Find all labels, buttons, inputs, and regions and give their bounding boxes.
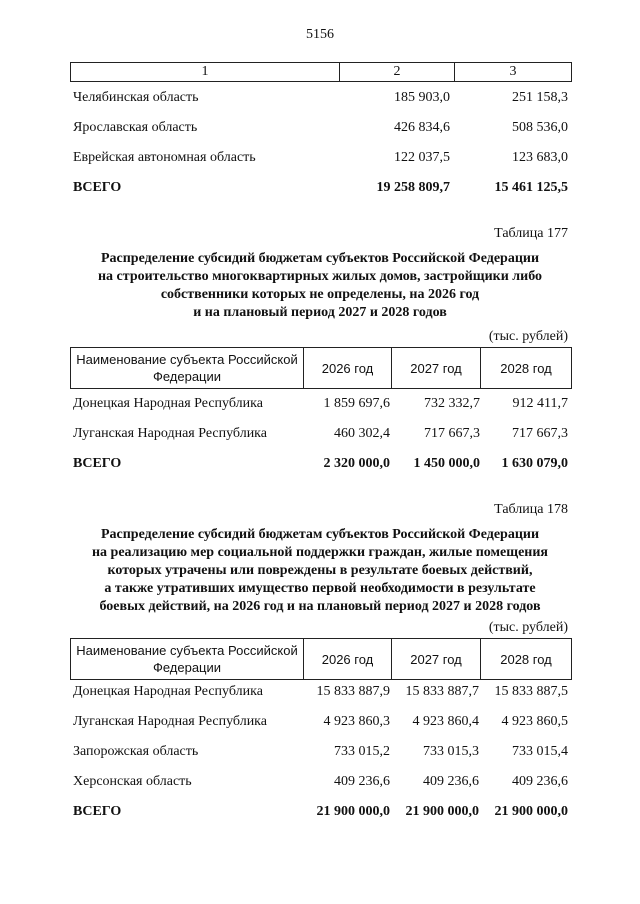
table-row [0,88,640,108]
value-2026: 460 302,4 [334,426,390,441]
title-line: боевых действий, на 2026 год и на плановый период 2027 и 2028 годов [99,599,541,614]
region-name: Луганская Народная Республика [73,714,267,729]
title-line: Распределение субсидий бюджетам субъектов Российской Федерации [100,527,540,542]
title-line: которых утрачены или повреждены в результате боевых действий, [107,563,533,578]
total-col-2: 19 258 809,7 [376,180,450,195]
value-2027: 4 923 860,4 [412,714,479,729]
header-subject-name: Наименование субъекта Российской Федерации [76,643,298,675]
value-2026: 1 859 697,6 [323,396,390,411]
total-2026: 2 320 000,0 [323,456,390,471]
header-subject-name: Наименование субъекта Российской Федерации [76,352,298,384]
total-label: ВСЕГО [73,804,122,819]
table-row [0,394,640,414]
units-label: (тыс. рублей) [488,329,568,344]
region-name: Донецкая Народная Республика [73,396,263,411]
table-177-label: Таблица 177 [494,226,568,241]
title-line: на строительство многоквартирных жилых домов, застройщики либо [97,269,543,284]
value-2027: 409 236,6 [423,774,479,789]
column-number-2: 2 [393,64,401,79]
value-2027: 732 332,7 [424,396,480,411]
table-row [0,772,640,792]
table-row [0,682,640,702]
title-line: Распределение субсидий бюджетам субъектов Российской Федерации [100,251,540,266]
header-2028: 2028 год [500,651,552,667]
value-2028: 717 667,3 [512,426,568,441]
value-2026: 15 833 887,9 [316,684,390,699]
value-2026: 733 015,2 [334,744,390,759]
value-col-2: 185 903,0 [394,90,450,105]
table-row [0,424,640,444]
table-178-title [50,526,590,616]
column-number-3: 3 [509,64,517,79]
region-name: Донецкая Народная Республика [73,684,263,699]
title-line: собственники которых не определены, на 2026 год [160,287,480,302]
units-label: (тыс. рублей) [488,620,568,635]
table-row [0,742,640,762]
header-2027: 2027 год [410,651,462,667]
total-2026: 21 900 000,0 [316,804,390,819]
value-2027: 733 015,3 [423,744,479,759]
total-label: ВСЕГО [73,456,122,471]
value-2027: 717 667,3 [424,426,480,441]
header-2026: 2026 год [321,360,374,376]
title-line: на реализацию мер социальной поддержки граждан, жилые помещения [91,545,549,560]
region-name: Херсонская область [73,774,192,789]
continuation-table-header [70,62,572,82]
page-number: 5156 [306,27,334,42]
title-line: а также утративших имущество первой необходимости в результате [104,581,536,596]
value-2028: 15 833 887,5 [494,684,568,699]
total-col-3: 15 461 125,5 [494,180,568,195]
total-row [0,802,640,822]
header-2027: 2027 год [410,360,462,376]
table-177-title [50,250,590,322]
region-name: Запорожская область [73,744,199,759]
value-col-3: 508 536,0 [512,120,568,135]
value-2026: 4 923 860,3 [323,714,390,729]
region-name: Челябинская область [73,90,199,105]
value-2028: 912 411,7 [512,396,568,411]
value-2028: 409 236,6 [512,774,568,789]
total-row [0,454,640,474]
region-name: Еврейская автономная область [73,150,256,165]
total-row [0,178,640,198]
value-2028: 733 015,4 [512,744,568,759]
value-2027: 15 833 887,7 [405,684,479,699]
total-2028: 21 900 000,0 [494,804,568,819]
header-2026: 2026 год [321,651,374,667]
value-col-3: 123 683,0 [512,150,568,165]
total-2028: 1 630 079,0 [501,456,568,471]
table-177-header [70,347,572,389]
region-name: Ярославская область [73,120,198,135]
table-row [0,148,640,168]
table-row [0,118,640,138]
value-col-2: 426 834,6 [394,120,450,135]
value-2028: 4 923 860,5 [501,714,568,729]
total-2027: 1 450 000,0 [413,456,480,471]
total-2027: 21 900 000,0 [405,804,479,819]
value-2026: 409 236,6 [334,774,390,789]
value-col-3: 251 158,3 [512,90,568,105]
table-178-header [70,638,572,680]
region-name: Луганская Народная Республика [73,426,267,441]
title-line: и на плановый период 2027 и 2028 годов [193,305,447,320]
table-178-label: Таблица 178 [494,502,568,517]
header-2028: 2028 год [500,360,552,376]
table-row [0,712,640,732]
value-col-2: 122 037,5 [394,150,450,165]
column-number-1: 1 [201,64,209,79]
total-label: ВСЕГО [73,180,122,195]
